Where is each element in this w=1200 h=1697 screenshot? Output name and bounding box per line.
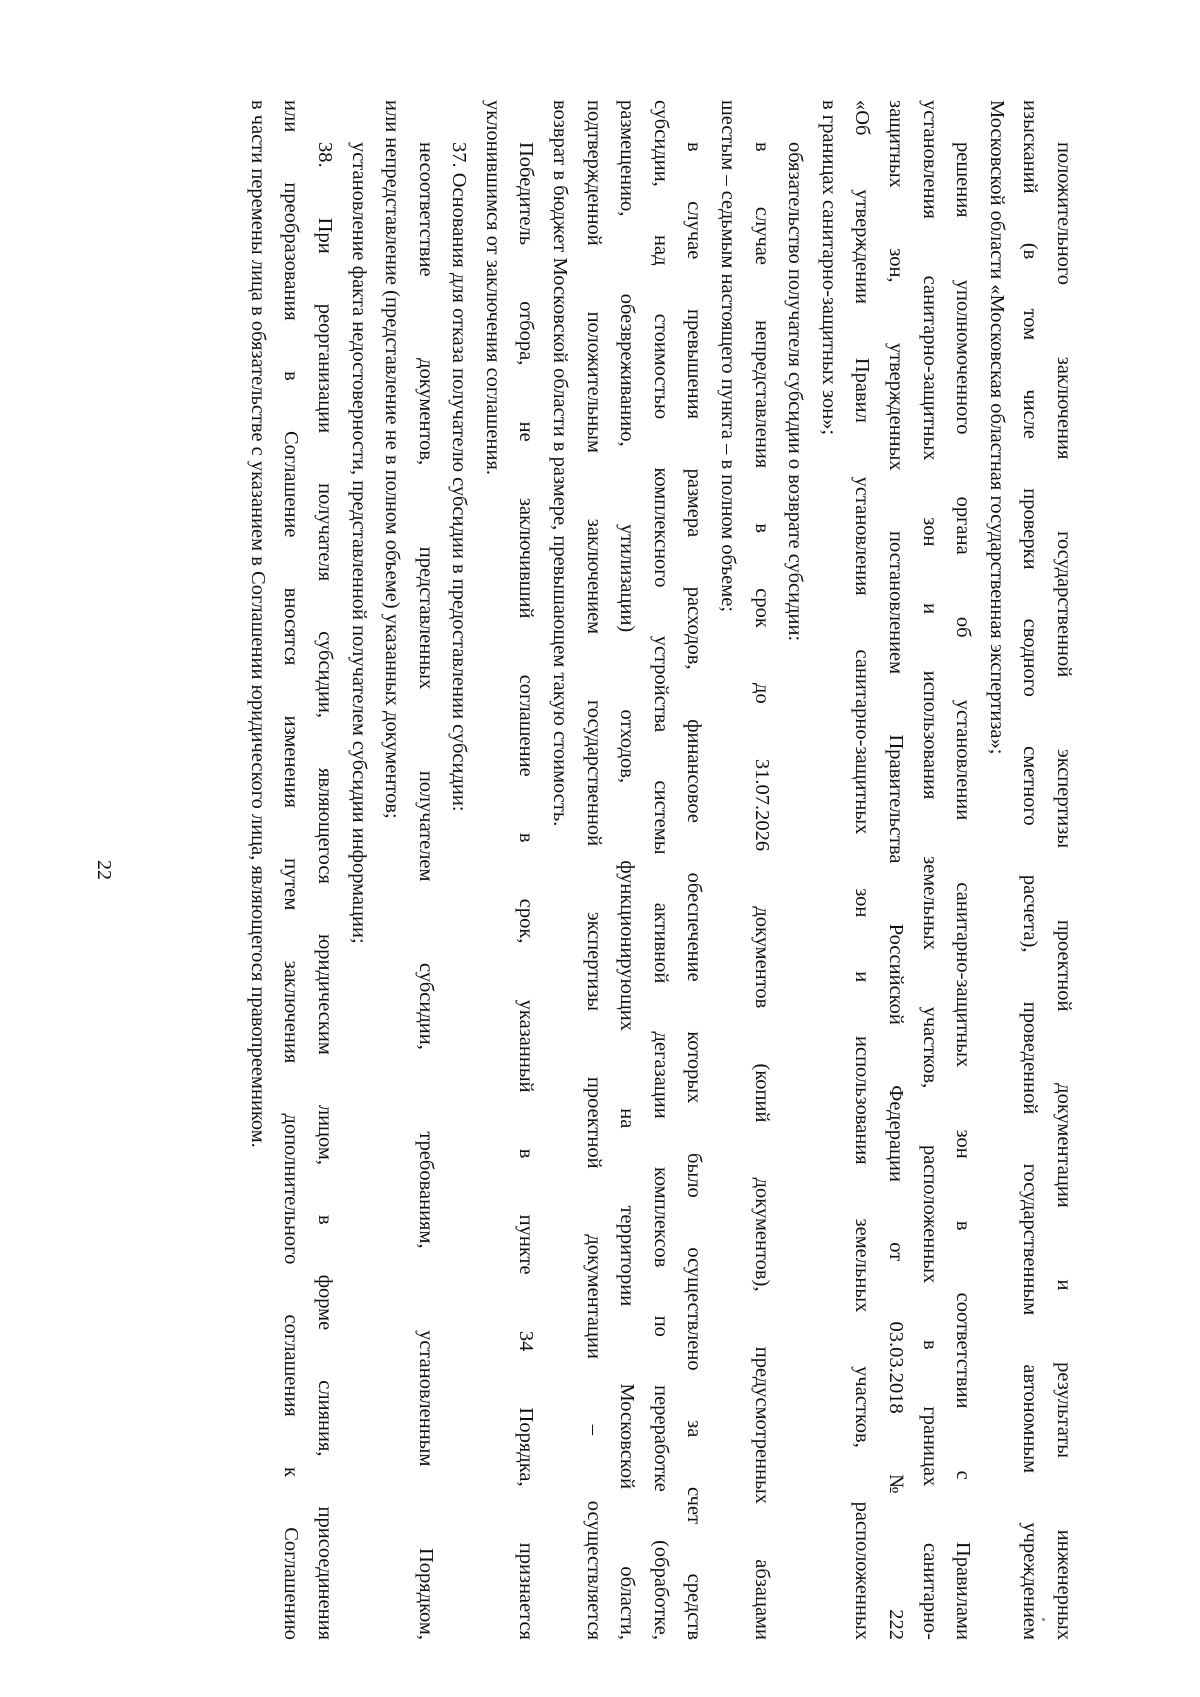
text-line: субсидии, над стоимостью комплексного устройства системы активной дегазации комплексов по переработке (обработке, <box>649 100 672 1640</box>
text-line: или непредставление (представление не в полном объеме) указанных документов; <box>381 100 404 819</box>
rotated-text-block <box>93 100 1080 1640</box>
text-line: в случае превышения размера расходов, финансовое обеспечение которых было осуществлено за счет средств <box>683 142 706 1640</box>
text-line: в случае непредставления в срок до 31.07.2026 документов (копий документов), предусмотренных абзацами <box>750 142 773 1640</box>
text-line: шестым – седьмым настоящего пункта – в полном объеме; <box>717 100 740 613</box>
text-line: установление факта недостоверности, представленной получателем субсидии информации; <box>347 142 370 944</box>
text-line: в границах санитарно-защитных зон»; <box>817 100 840 436</box>
text-line: в части перемены лица в обязательстве с указанием в Соглашении юридического лица, являющегося правопреемником. <box>246 100 269 1148</box>
text-line: Победитель отбора, не заключивший соглашение в срок, указанный в пункте 34 Порядка, признается <box>515 142 538 1640</box>
scan-speck <box>1042 1618 1045 1621</box>
text-line: размещению, обезвреживанию, утилизации) отходов, функционирующих на территории Московской области, <box>616 100 639 1640</box>
text-line: защитных зон, утвержденных постановлением Правительства Российской Федерации от 03.03.2018 № 222 <box>885 100 908 1640</box>
text-line: решения уполномоченного органа об установлении санитарно-защитных зон в соответствии с Правилами <box>952 142 975 1640</box>
text-line: или преобразования в Соглашение вносятся изменения путем заключения дополнительного соглашения к Соглашению <box>280 100 303 1640</box>
text-line: уклонившимся от заключения соглашения. <box>481 100 504 476</box>
text-line: 37. Основания для отказа получателю субсидии в предоставлении субсидии: <box>448 142 471 812</box>
text-line: 38. При реорганизации получателя субсидии, являющегося юридическим лицом, в форме слияния, присоединения <box>313 142 336 1640</box>
text-line: установления санитарно-защитных зон и использования земельных участков, расположенных в границах санитарно- <box>918 100 941 1640</box>
text-line: изысканий (в том числе проверки сводного сметного расчета), проведенной государственным автономным учреждением <box>1019 100 1042 1640</box>
text-line: положительного заключения государственной экспертизы проектной документации и результаты инженерных <box>1053 142 1075 1640</box>
text-line: Московской области «Московская областная государственная экспертиза»; <box>985 100 1008 755</box>
text-line: подтвержденной положительным заключением государственной экспертизы проектной документации – осуществляется <box>582 100 605 1640</box>
page-number: 22 <box>93 860 115 880</box>
text-line: «Об утверждении Правил установления санитарно-защитных зон и использования земельных участков, расположенных <box>851 100 874 1640</box>
paragraph-lines <box>240 100 1080 1640</box>
text-line: обязательство получателя субсидии о возврате субсидии: <box>784 142 807 642</box>
text-line: несоответствие документов, представленных получателем субсидии, требованиям, установленным Порядком, <box>414 142 437 1640</box>
text-line: возврат в бюджет Московской области в размере, превышающем такую стоимость. <box>549 100 572 827</box>
